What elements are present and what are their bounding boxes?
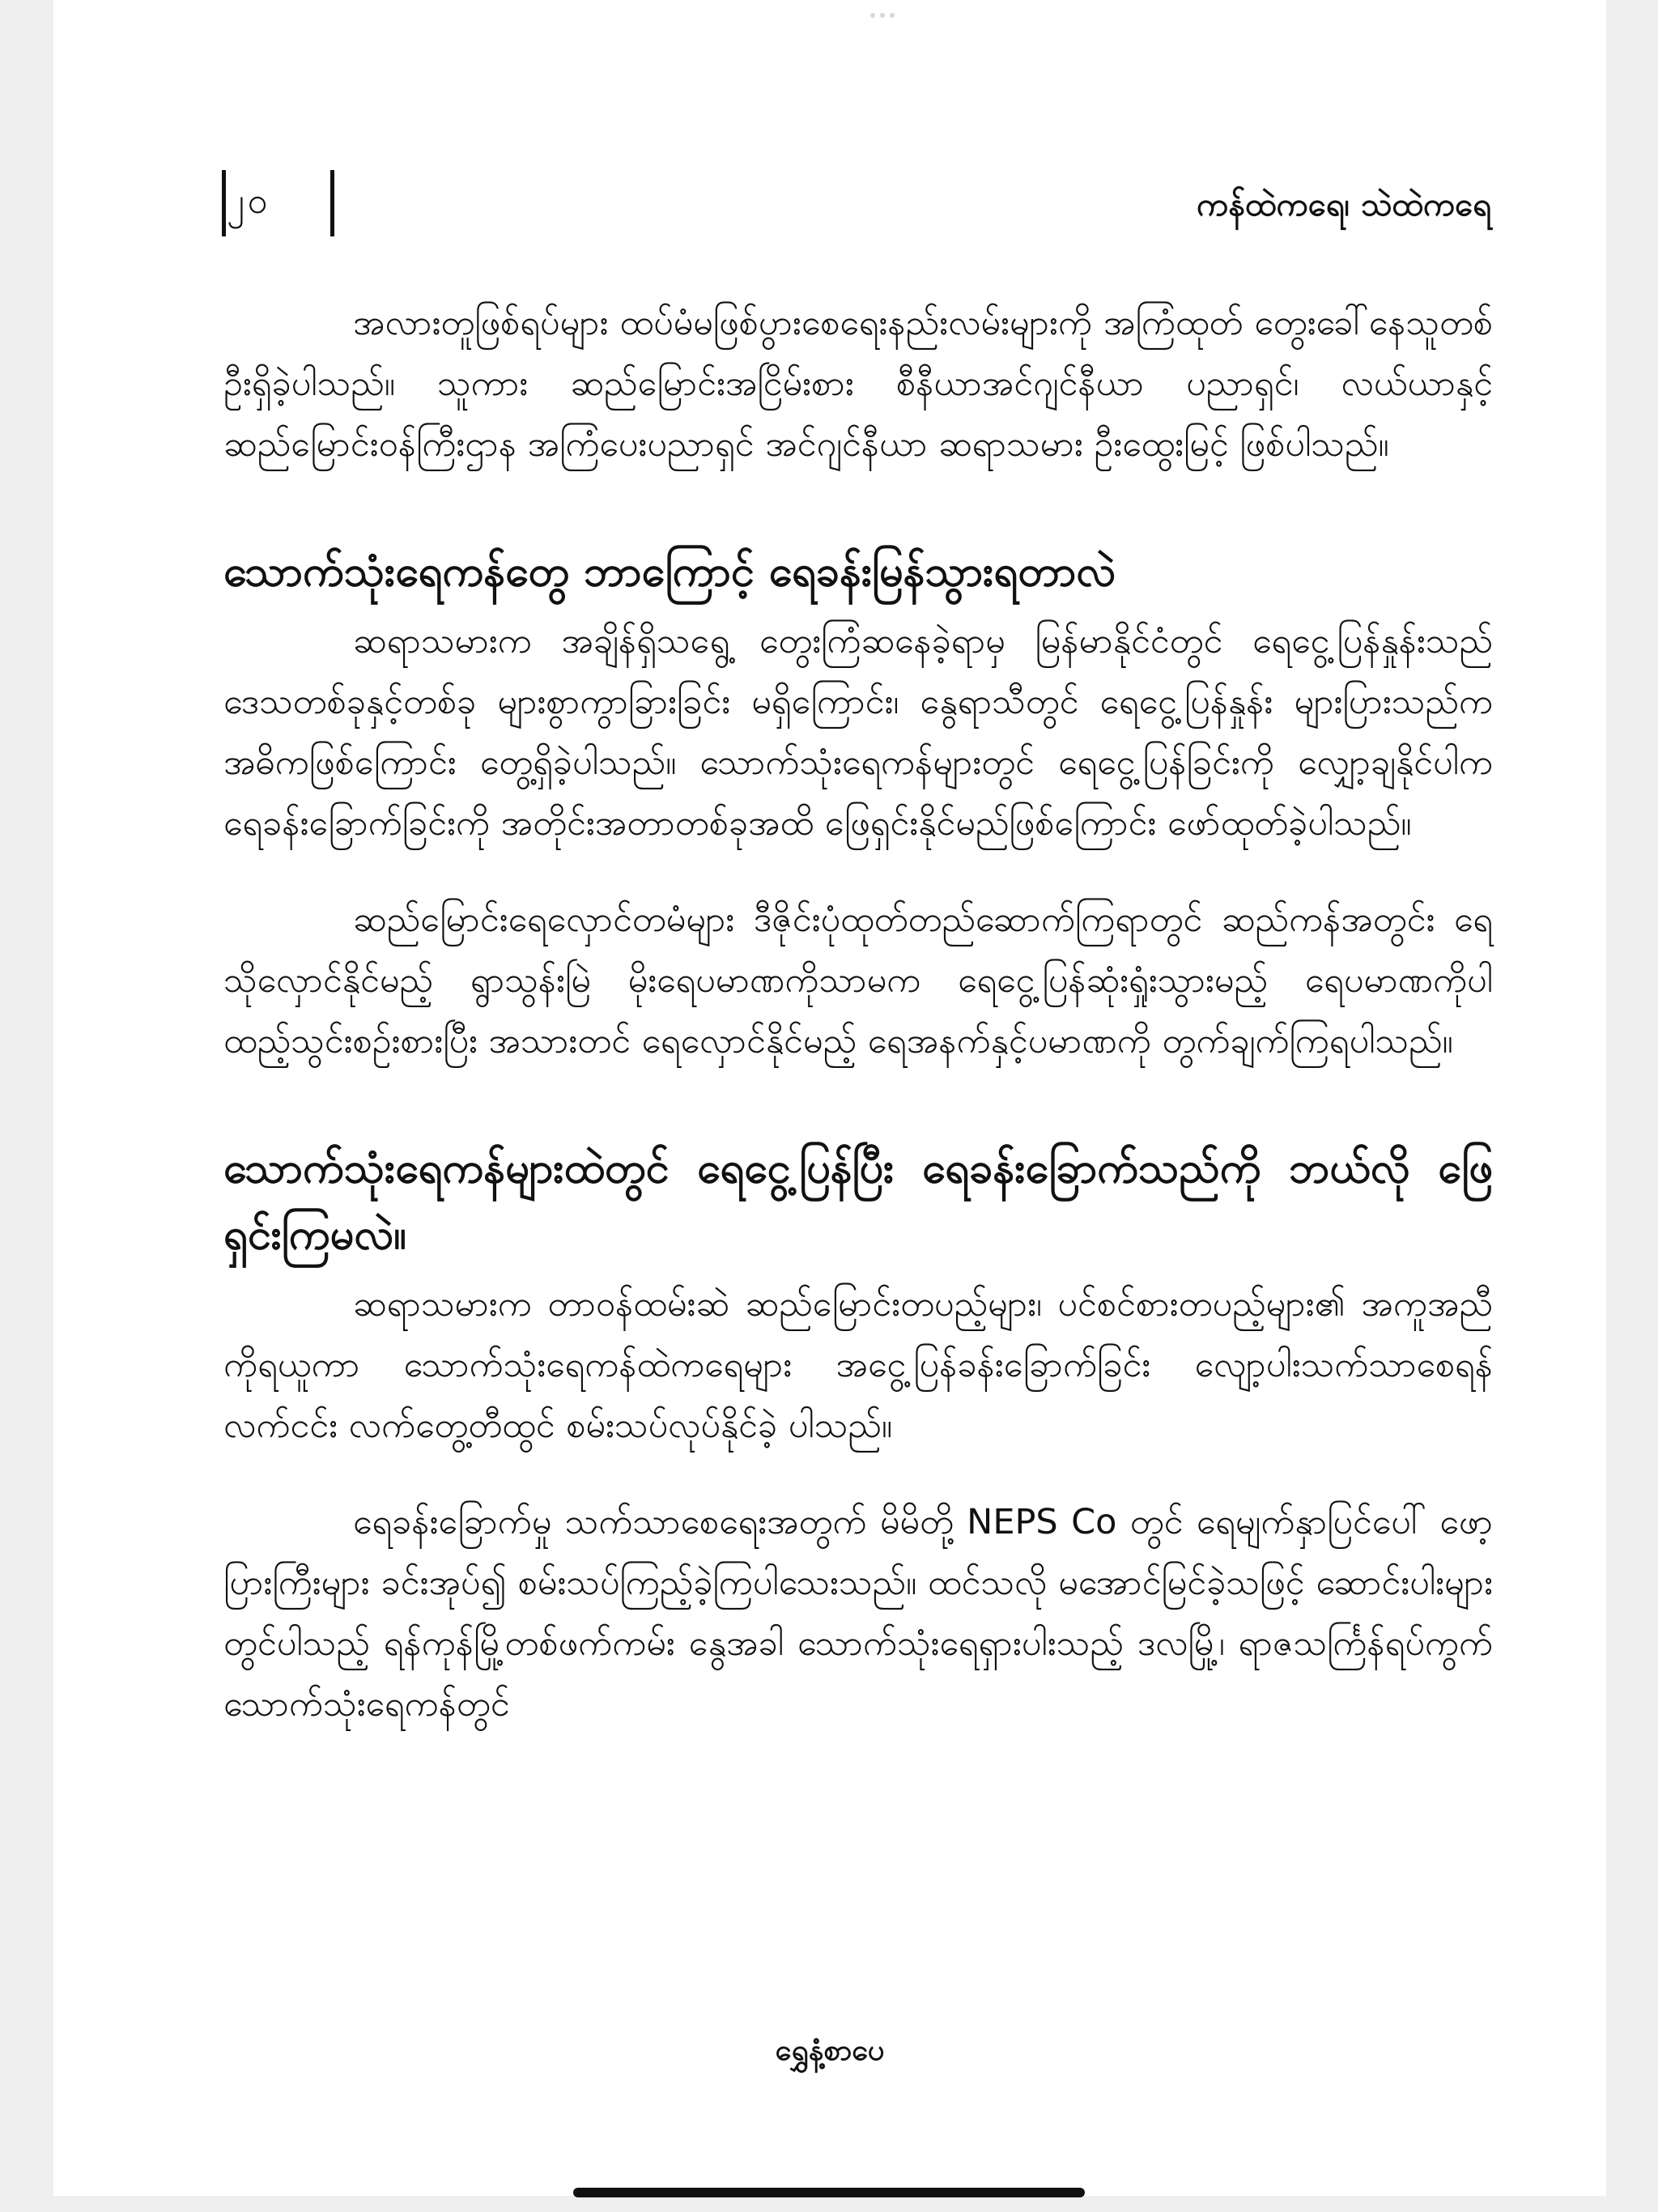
paragraph-3: ဆည်မြောင်းရေလှောင်တမံများ ဒီဇိုင်းပုံထုတ်တည်ဆောက်ကြရာတွင် ဆည်ကန်အတွင်း ရေသိုလှောင်နိုင်မည့် ရွာသွန်းမြဲ မိုးရေပမာဏကိုသာမက ရေငွေ့ပြန်ဆုံးရှုံးသွားမည့် ရေပမာဏကိုပါ ထည့်သွင်းစဉ်းစားပြီး အသားတင် ရေလှောင်နိုင်မည့် ရေအနက်နှင့်ပမာဏကို တွက်ချက်ကြရပါသည်။ [223, 900, 1493, 1061]
home-indicator[interactable] [573, 2188, 1085, 2197]
more-options-icon[interactable] [866, 13, 899, 21]
page-header [53, 170, 1606, 243]
book-page [53, 0, 1606, 2196]
paragraph-4: ဆရာသမားက တာဝန်ထမ်းဆဲ ဆည်မြောင်းတပည့်များ၊ ပင်စင်စားတပည့်များ၏ အကူအညီကိုရယူကာ သောက်သုံးရေကန်ထဲကရေများ အငွေ့ပြန်ခန်းခြောက်ခြင်း လျော့ပါးသက်သာစေရန် လက်ငင်း လက်တွေ့တီထွင် စမ်းသပ်လုပ်နိုင်ခဲ့ ပါသည်။ [223, 1284, 1493, 1446]
paragraph-2: ဆရာသမားက အချိန်ရှိသရွေ့ တွေးကြံဆနေခဲ့ရာမှ မြန်မာနိုင်ငံတွင် ရေငွေ့ပြန်နှုန်းသည် ဒေသတစ်ခုနှင့်တစ်ခု များစွာကွာခြားခြင်း မရှိကြောင်း၊ နွေရာသီတွင် ရေငွေ့ပြန်နှုန်း များပြားသည်က အဓိကဖြစ်ကြောင်း တွေ့ရှိခဲ့ပါသည်။ သောက်သုံးရေကန်များတွင် ရေငွေ့ပြန်ခြင်းကို လျှော့ချနိုင်ပါက ရေခန်းခြောက်ခြင်းကို အတိုင်းအတာတစ်ခုအထိ ဖြေရှင်းနိုင်မည်ဖြစ်ကြောင်း ဖော်ထုတ်ခဲ့ပါသည်။ [223, 621, 1493, 844]
header-left-rule [222, 170, 226, 236]
viewer-left-margin [0, 0, 53, 2212]
section-heading-1: သောက်သုံးရေကန်တွေ ဘာကြောင့် ရေခန်းမြန်သွားရတာလဲ [223, 547, 1116, 596]
page-body [223, 293, 1493, 1771]
paragraph-5: ရေခန်းခြောက်မှု သက်သာစေရေးအတွက် မိမိတို့ NEPS Co တွင် ရေမျက်နှာပြင်ပေါ် ဖော့ပြားကြီးများ ခင်းအုပ်၍ စမ်းသပ်ကြည့်ခဲ့ကြပါသေးသည်။ ထင်သလို မအောင်မြင်ခဲ့သဖြင့် ဆောင်းပါးများတွင်ပါသည့် ရန်ကုန်မြို့တစ်ဖက်ကမ်း နွေအခါ သောက်သုံးရေရှားပါးသည့် ဒလမြို့၊ ရာဇသင်္ကြန်ရပ်ကွက် သောက်သုံးရေကန်တွင် [223, 1502, 1493, 1725]
header-right-rule [330, 170, 334, 236]
paragraph-1: အလားတူဖြစ်ရပ်များ ထပ်မံမဖြစ်ပွားစေရေးနည်းလမ်းများကို အကြံထုတ် တွေးခေါ်နေသူတစ်ဦးရှိခဲ့ပါသည်။ သူကား ဆည်မြောင်းအငြိမ်းစား စီနီယာအင်ဂျင်နီယာ ပညာရှင်၊ လယ်ယာနှင့် ဆည်မြောင်းဝန်ကြီးဌာန အကြံပေးပညာရှင် အင်ဂျင်နီယာ ဆရာသမား ဦးထွေးမြင့် ဖြစ်ပါသည်။ [223, 303, 1493, 465]
page-number: ၂၀ [227, 181, 271, 222]
viewer-bottom-margin [0, 2196, 1658, 2212]
section-heading-2: သောက်သုံးရေကန်များထဲတွင် ရေငွေ့ပြန်ပြီး ရေခန်းခြောက်သည်ကို ဘယ်လို ဖြေရှင်းကြမလဲ။ [223, 1144, 1493, 1259]
viewer-right-margin [1606, 0, 1658, 2212]
running-title: ကန်ထဲကရေ၊ သဲထဲကရေ [1197, 186, 1491, 223]
publisher-footer: ရွှေနံ့စာပေ [775, 2034, 885, 2067]
